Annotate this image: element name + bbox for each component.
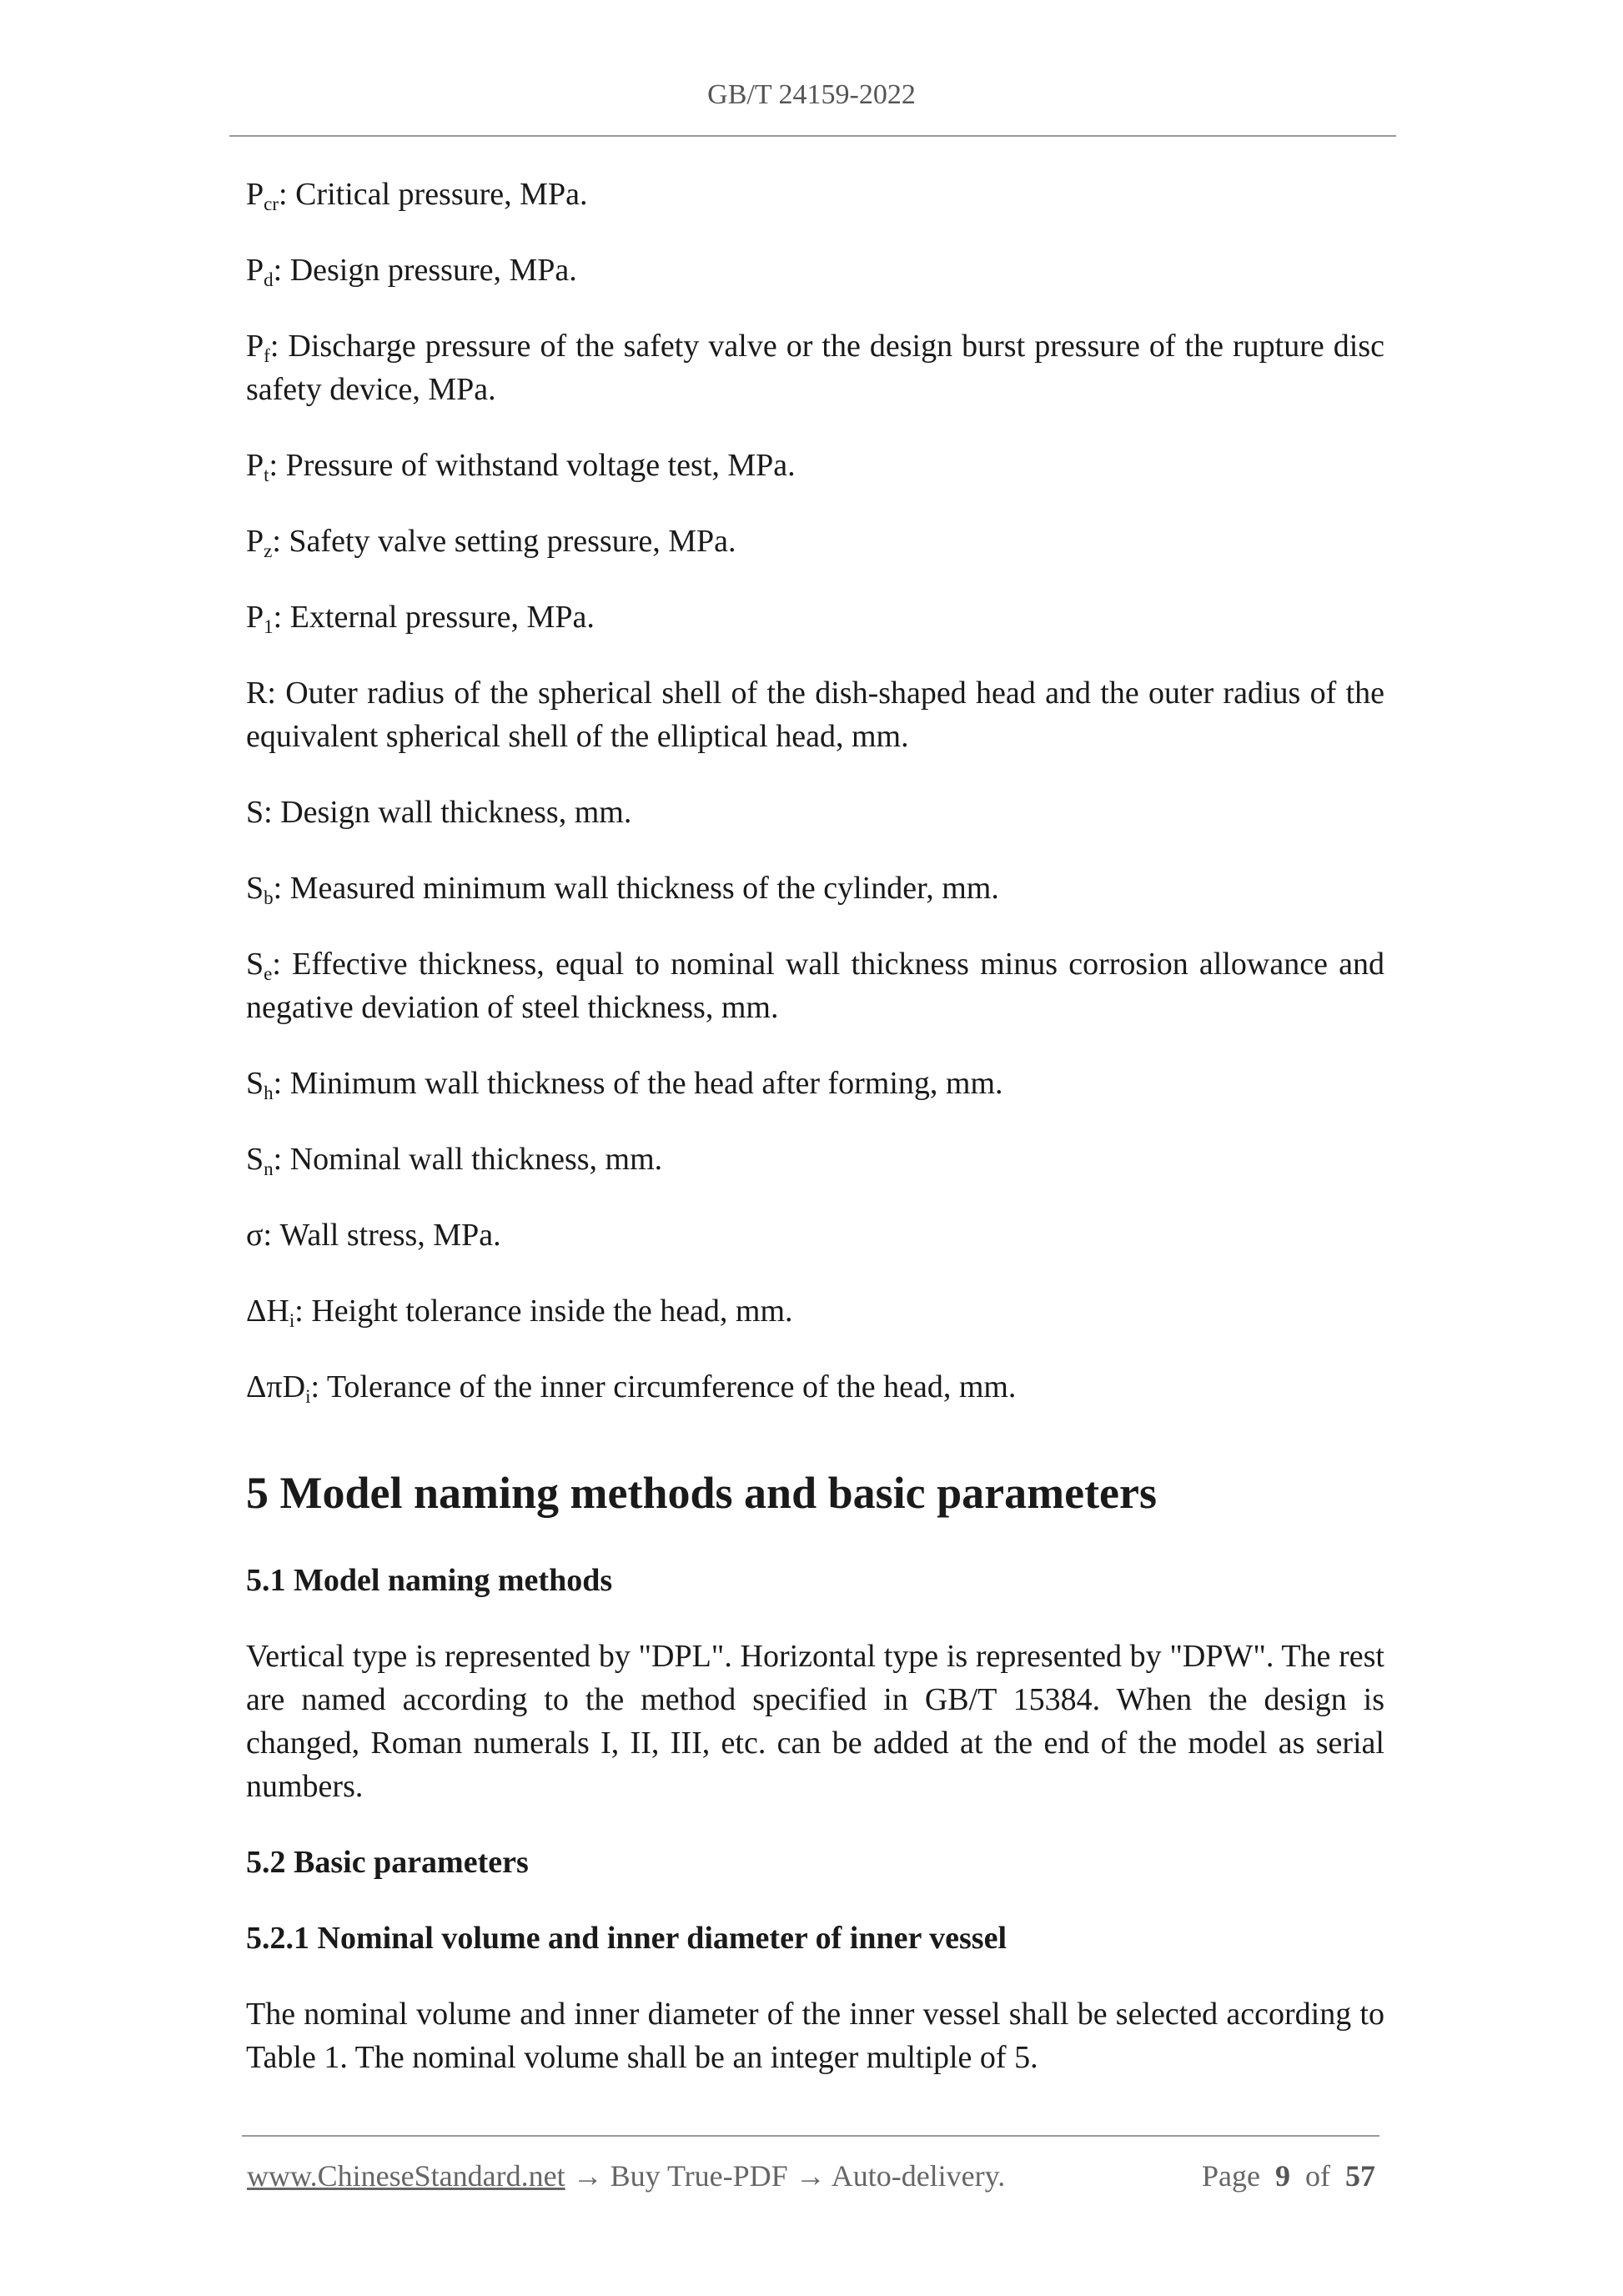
symbol: P (246, 329, 264, 364)
symbol-description: : Wall stress, MPa. (263, 1218, 501, 1253)
symbol-description: : Height tolerance inside the head, mm. (294, 1294, 793, 1329)
symbol-definition (246, 595, 1384, 639)
page-number (1202, 2158, 1375, 2193)
symbol-subscript: i (289, 1310, 295, 1331)
symbol: ΔπD (246, 1369, 306, 1404)
symbol-definition (246, 1365, 1384, 1409)
symbol-definition (246, 1289, 1384, 1333)
header-divider (229, 135, 1396, 137)
symbol-subscript: i (305, 1386, 311, 1407)
symbol-definition (246, 1213, 1384, 1257)
section-heading: 5 Model naming methods and basic parameters (246, 1468, 1157, 1518)
paragraph: Vertical type is represented by "DPL". Horizontal type is represented by "DPW". The rest are named according to the method specified in GB/T 15384. When the design is changed, Roman numerals I, II, III, etc. can be added at the end of the model as serial numbers. (246, 1639, 1384, 1804)
symbol-description: : Critical pressure, MPa. (279, 177, 588, 212)
symbol: P (246, 253, 264, 288)
symbol-description: : Discharge pressure of the safety valve or the design burst pressure of the rupture disc safety device, MPa. (246, 329, 1384, 407)
total-pages: 57 (1345, 2159, 1375, 2193)
arrow-icon: → (572, 2159, 603, 2193)
symbol-description: : Minimum wall thickness of the head after forming, mm. (273, 1066, 1003, 1101)
symbol-definition (246, 1138, 1384, 1181)
symbol: P (246, 177, 264, 212)
symbol: S (246, 1066, 264, 1101)
buy-pdf-text: Buy True-PDF (610, 2159, 788, 2193)
symbol-definition (246, 791, 1384, 834)
document-code: GB/T 24159-2022 (707, 79, 916, 110)
symbol-subscript: d (264, 269, 274, 290)
symbol: σ (246, 1218, 264, 1253)
symbol-definition (246, 671, 1384, 758)
symbol-description: : Design wall thickness, mm. (264, 795, 632, 830)
symbol-subscript: cr (264, 193, 279, 214)
page-label: Page (1202, 2159, 1260, 2193)
symbol-definition (246, 444, 1384, 487)
symbol: P (246, 448, 264, 483)
symbol-definition (246, 867, 1384, 910)
paragraph: The nominal volume and inner diameter of the inner vessel shall be selected according to Table 1. The nominal volume shall be an integer multiple of 5. (246, 1997, 1384, 2075)
footer-links (247, 2158, 1005, 2193)
symbol-subscript: n (264, 1158, 274, 1179)
symbol-subscript: h (264, 1083, 274, 1103)
current-page: 9 (1275, 2159, 1290, 2193)
symbol-description: : Nominal wall thickness, mm. (273, 1142, 663, 1177)
symbol-description: : External pressure, MPa. (273, 600, 595, 635)
symbol-definition (246, 249, 1384, 292)
site-link[interactable]: www.ChineseStandard.net (247, 2159, 565, 2193)
clause-heading: 5.2.1 Nominal volume and inner diameter of inner vessel (246, 1921, 1007, 1956)
footer-divider (242, 2135, 1379, 2137)
symbol-definition (246, 942, 1384, 1029)
symbol: P (246, 600, 264, 635)
symbol-description: : Design pressure, MPa. (273, 253, 577, 288)
symbol: R (246, 676, 268, 711)
subsection-heading: 5.2 Basic parameters (246, 1845, 529, 1880)
of-label: of (1305, 2159, 1330, 2193)
symbol: S (246, 871, 264, 906)
symbol-definition (246, 324, 1384, 411)
symbol: P (246, 524, 264, 559)
symbol-list (246, 173, 1384, 1409)
symbol-description: : Pressure of withstand voltage test, MPa. (269, 448, 796, 483)
symbol-subscript: e (264, 963, 273, 984)
symbol-subscript: b (264, 887, 274, 908)
page-header (0, 79, 1623, 111)
symbol-subscript: 1 (264, 616, 274, 637)
symbol-description: : Outer radius of the spherical shell of the dish-shaped head and the outer radius of the equivalent spherical shell of the elliptical head, mm. (246, 676, 1384, 754)
symbol-definition (246, 173, 1384, 216)
symbol-description: : Measured minimum wall thickness of the cylinder, mm. (273, 871, 999, 906)
symbol-description: : Tolerance of the inner circumference of the head, mm. (310, 1369, 1017, 1404)
symbol: ΔH (246, 1294, 289, 1329)
symbol: S (246, 1142, 264, 1177)
symbol-subscript: f (264, 345, 270, 366)
symbol-subscript: z (264, 540, 273, 561)
symbol-subscript: t (264, 465, 269, 485)
symbol: S (246, 947, 264, 982)
subsection-heading: 5.1 Model naming methods (246, 1563, 613, 1598)
auto-delivery-text: Auto-delivery. (831, 2159, 1006, 2193)
symbol-description: : Effective thickness, equal to nominal wall thickness minus corrosion allowance and negative deviation of steel thickness, mm. (246, 947, 1384, 1025)
symbol-definition (246, 520, 1384, 563)
arrow-icon: → (795, 2159, 826, 2193)
symbol-description: : Safety valve setting pressure, MPa. (272, 524, 736, 559)
symbol-definition (246, 1062, 1384, 1105)
page-content (246, 173, 1384, 2112)
symbol: S (246, 795, 264, 830)
